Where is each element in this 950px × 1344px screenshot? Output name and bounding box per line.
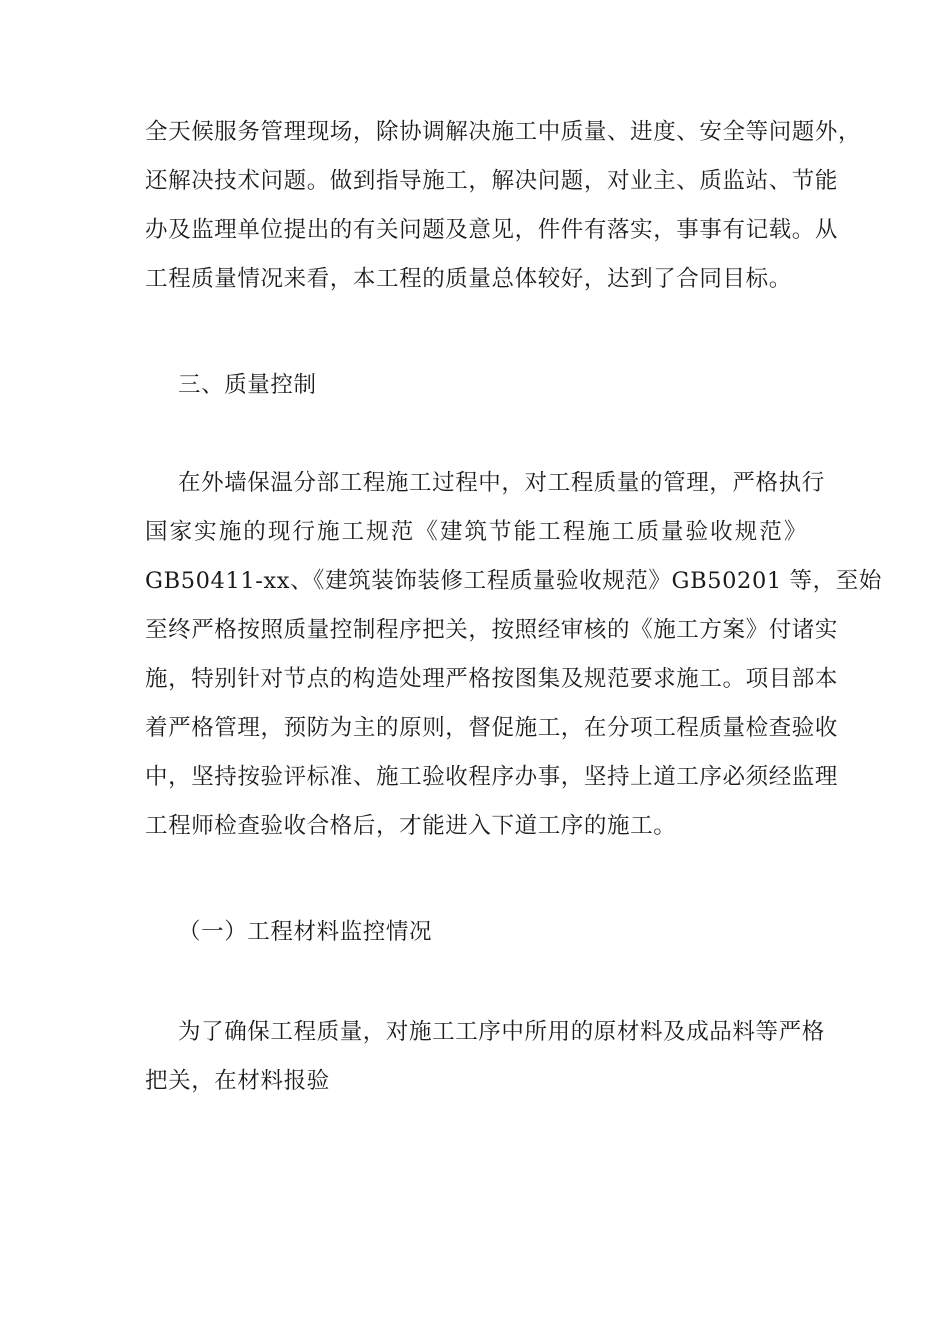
text-line: 还解决技术问题。做到指导施工，解决问题，对业主、质监站、节能 xyxy=(145,168,839,194)
paragraph-material-inspection xyxy=(145,1008,825,1106)
text-line: GB50411-xx、《建筑装饰装修工程质量验收规范》GB50201 等，至始 xyxy=(145,568,882,594)
text-line: 至终严格按照质量控制程序把关，按照经审核的《施工方案》付诸实 xyxy=(145,617,839,643)
text-line: 中，坚持按验评标准、施工验收程序办事，坚持上道工序必须经监理 xyxy=(145,764,839,790)
section-heading-quality-control xyxy=(145,361,807,410)
subsection-title: （一）工程材料监控情况 xyxy=(178,919,433,945)
text-line: 工程质量情况来看，本工程的质量总体较好，达到了合同目标。 xyxy=(145,266,792,292)
text-line: 着严格管理，预防为主的原则，督促施工，在分项工程质量检查验收 xyxy=(145,715,839,741)
text-line: 施，特别针对节点的构造处理严格按图集及规范要求施工。项目部本 xyxy=(145,666,839,692)
text-line: 在外墙保温分部工程施工过程中，对工程质量的管理，严格执行 xyxy=(178,470,825,496)
text-line: 为了确保工程质量，对施工工序中所用的原材料及成品料等严格 xyxy=(178,1019,825,1045)
text-line: 工程师检查验收合格后，才能进入下道工序的施工。 xyxy=(145,813,677,839)
paragraph-quality-management xyxy=(145,459,882,851)
text-line: 办及监理单位提出的有关问题及意见，件件有落实，事事有记载。从 xyxy=(145,217,839,243)
paragraph-site-management xyxy=(145,108,862,304)
section-title: 三、质量控制 xyxy=(178,372,317,398)
text-line: 国家实施的现行施工规范《建筑节能工程施工质量验收规范》 xyxy=(145,519,807,545)
text-line: 全天候服务管理现场，除协调解决施工中质量、进度、安全等问题外， xyxy=(145,119,862,145)
text-line: 把关，在材料报验 xyxy=(145,1068,330,1094)
subsection-heading-material-monitoring xyxy=(145,908,807,957)
